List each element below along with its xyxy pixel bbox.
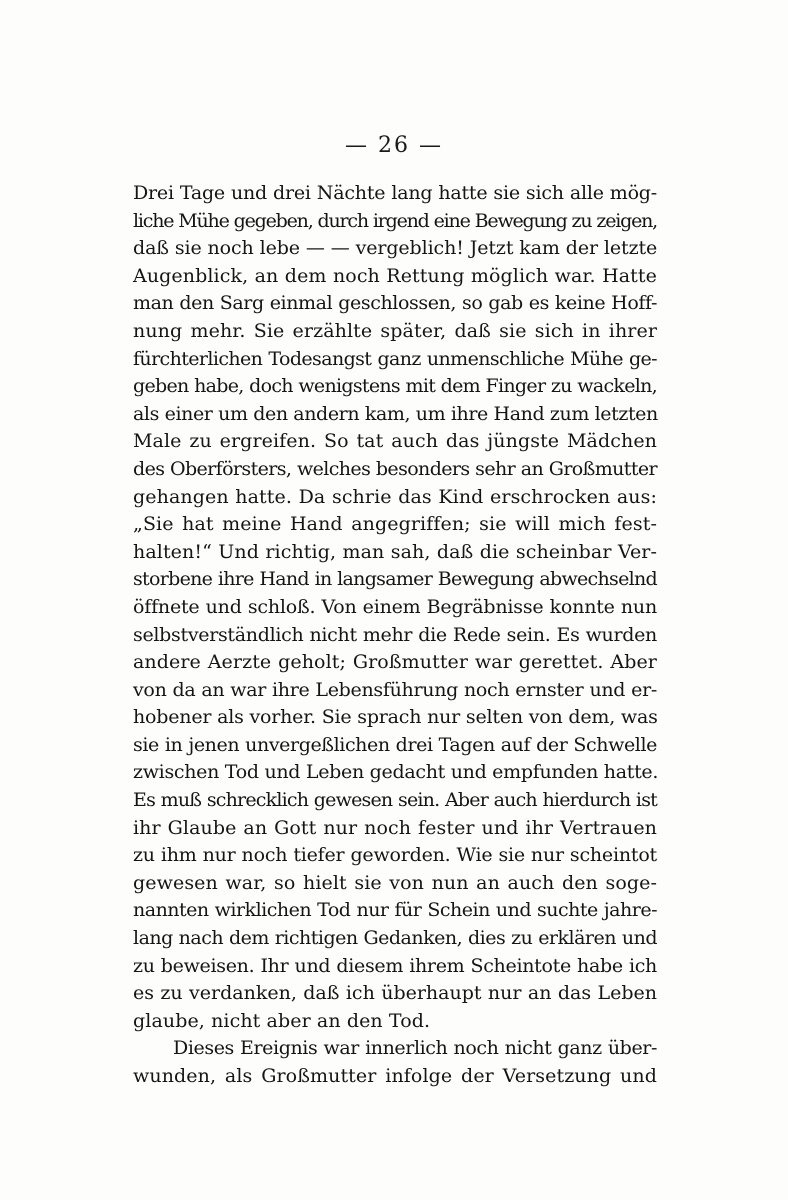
text-line: zu beweisen. Ihr und diesem ihrem Scheintote habe ich (133, 954, 657, 977)
text-line: es zu verdanken, daß ich überhaupt nur an das Leben (133, 982, 657, 1005)
body-text (133, 180, 657, 1091)
text-line: liche Mühe gegeben, durch irgend eine Bewegung zu zeigen, (133, 209, 657, 232)
text-line: fürchterlichen Todesangst ganz unmenschliche Mühe ge- (133, 347, 657, 370)
page-number: — 26 — (345, 133, 443, 158)
text-line: des Oberförsters, welches besonders sehr an Großmutter (133, 457, 657, 480)
text-line: man den Sarg einmal geschlossen, so gab es keine Hoff- (133, 292, 657, 315)
text-line: hobener als vorher. Sie sprach nur selten von dem, was (133, 706, 658, 729)
text-line: lang nach dem richtigen Gedanken, dies zu erklären und (133, 927, 657, 950)
text-line: storbene ihre Hand in langsamer Bewegung abwechselnd (133, 568, 657, 591)
text-line: Es muß schrecklich gewesen sein. Aber auch hierdurch ist (133, 789, 657, 812)
paragraph-first-line: Dieses Ereignis war innerlich noch nicht ganz über- (173, 1037, 657, 1060)
text-line: ihr Glaube an Gott nur noch fester und ihr Vertrauen (133, 816, 657, 839)
text-line: nung mehr. Sie erzählte später, daß sie sich in ihrer (133, 319, 657, 342)
text-line: von da an war ihre Lebensführung noch ernster und er- (133, 678, 657, 701)
paragraph-last-line: glaube, nicht aber an den Tod. (133, 1009, 431, 1032)
text-line: nannten wirklichen Tod nur für Schein und suchte jahre- (133, 899, 657, 922)
text-line: wunden, als Großmutter infolge der Versetzung und (133, 1065, 657, 1087)
text-line: sie in jenen unvergeßlichen drei Tagen auf der Schwelle (133, 733, 657, 756)
text-line: gewesen war, so hielt sie von nun an auch den soge- (133, 871, 657, 894)
text-line: Drei Tage und drei Nächte lang hatte sie sich alle mög- (133, 182, 657, 204)
text-line: zwischen Tod und Leben gedacht und empfunden hatte. (133, 761, 659, 784)
text-line: „Sie hat meine Hand angegriffen; sie will mich fest- (133, 513, 657, 536)
text-line: daß sie noch lebe — — vergeblich! Jetzt kam der letzte (133, 237, 658, 260)
text-line: selbstverständlich nicht mehr die Rede sein. Es wurden (133, 623, 657, 646)
text-line: zu ihm nur noch tiefer geworden. Wie sie nur scheintot (133, 844, 657, 867)
text-line: öffnete und schloß. Von einem Begräbnisse konnte nun (133, 595, 657, 618)
text-line: Augenblick, an dem noch Rettung möglich war. Hatte (133, 264, 657, 287)
text-line: andere Aerzte geholt; Großmutter war gerettet. Aber (133, 651, 657, 674)
text-line: Male zu ergreifen. So tat auch das jüngste Mädchen (133, 430, 657, 453)
text-line: als einer um den andern kam, um ihre Hand zum letzten (133, 402, 658, 425)
text-line: gehangen hatte. Da schrie das Kind erschrocken aus: (133, 485, 657, 508)
text-line: geben habe, doch wenigstens mit dem Finger zu wackeln, (133, 375, 657, 398)
text-line: halten!“ Und richtig, man sah, daß die scheinbar Ver- (133, 540, 657, 563)
